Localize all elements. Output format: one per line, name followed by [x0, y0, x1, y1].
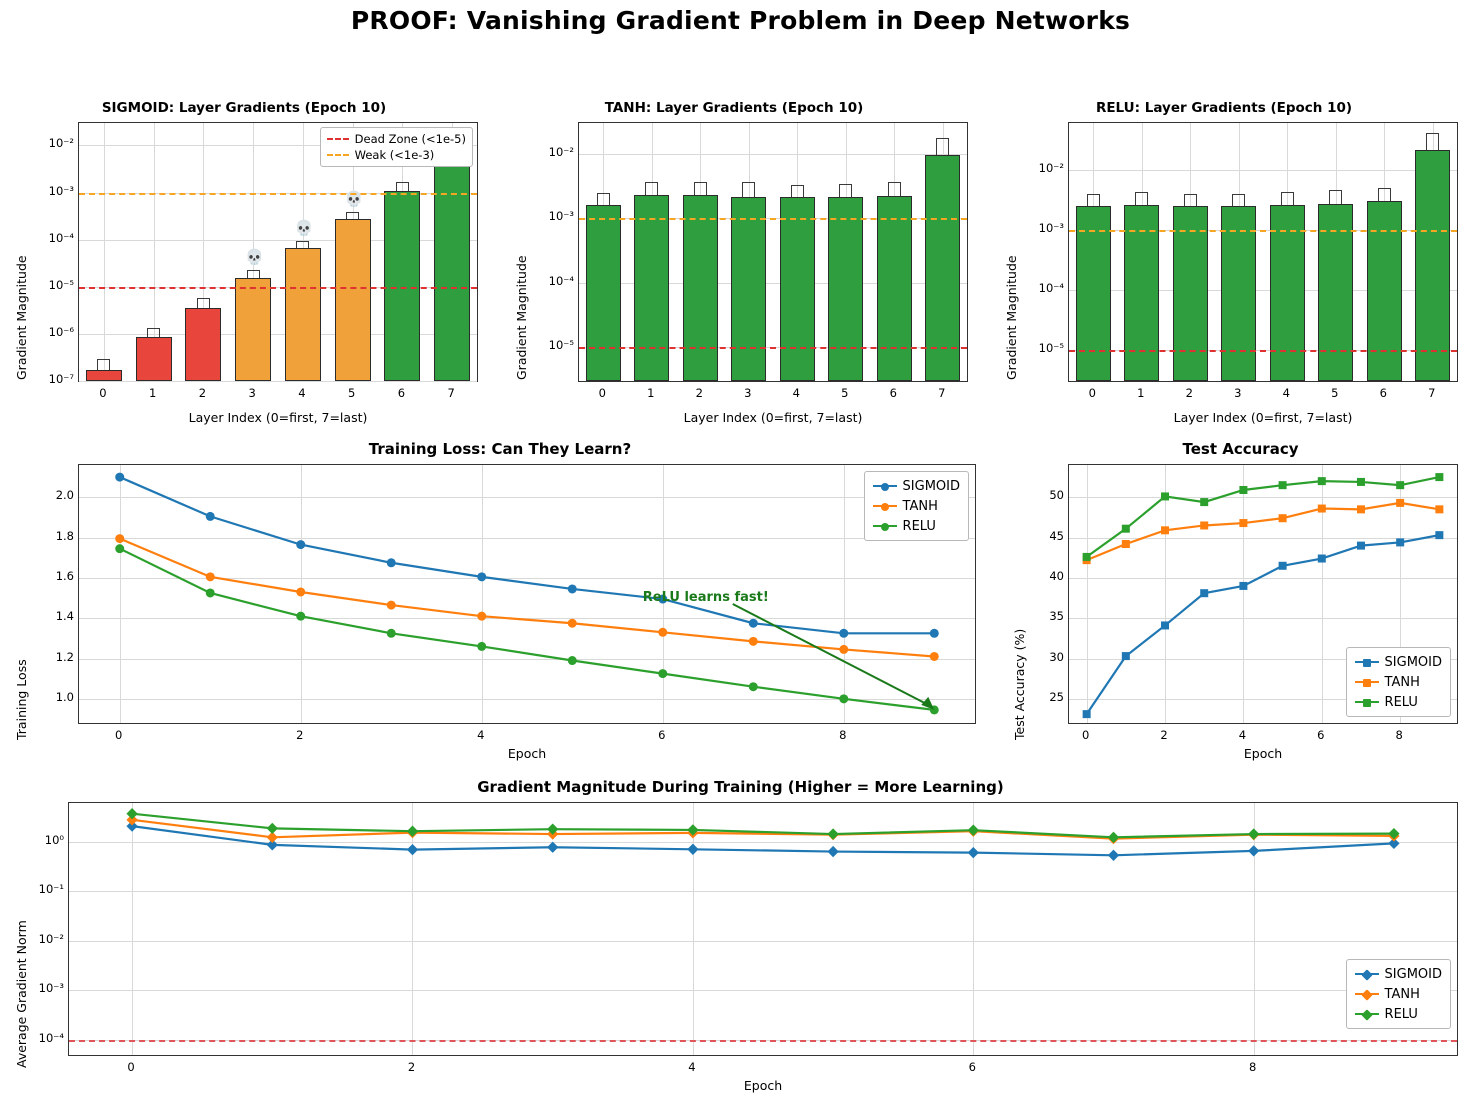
data-point-marker	[477, 642, 486, 651]
legend-label: SIGMOID	[1384, 654, 1442, 670]
y-tick-label: 10⁻²	[48, 136, 74, 151]
legend-item	[873, 516, 960, 536]
x-tick-label: 8	[1395, 728, 1403, 742]
data-point-marker	[1435, 473, 1443, 481]
legend-item	[1355, 672, 1442, 692]
bar[interactable]	[828, 197, 863, 381]
panel-relu-layer-gradients	[980, 100, 1480, 430]
y-tick-label: 30	[1049, 649, 1064, 664]
x-tick-label: 2	[198, 386, 207, 400]
legend-item	[327, 147, 466, 163]
legend-swatch	[1355, 681, 1379, 683]
chart-legend	[320, 127, 473, 167]
data-point-marker	[387, 601, 396, 610]
error-bar	[694, 182, 707, 195]
x-tick-label: 1	[148, 386, 157, 400]
threshold-line	[79, 193, 477, 195]
x-tick-label: 4	[1282, 386, 1290, 400]
legend-label: RELU	[1384, 1006, 1418, 1022]
y-tick-label: 2.0	[55, 488, 74, 503]
x-axis-label-training-loss: Epoch	[507, 746, 547, 761]
grid-line-horizontal	[579, 154, 967, 155]
y-tick-label: 25	[1049, 689, 1064, 704]
x-tick-label: 6	[968, 1060, 976, 1074]
data-point-marker	[1396, 481, 1404, 489]
data-point-marker	[115, 473, 124, 482]
series-line-relu	[1087, 477, 1440, 557]
x-tick-label: 3	[248, 386, 256, 400]
chart-title-test-accuracy: Test Accuracy	[1182, 440, 1299, 458]
x-axis-label-sigmoid: Layer Index (0=first, 7=last)	[188, 410, 368, 425]
data-point-marker	[658, 669, 667, 678]
data-point-marker	[749, 619, 758, 628]
data-point-marker	[1318, 505, 1326, 513]
y-axis-label-sigmoid: Gradient Magnitude	[14, 255, 29, 380]
legend-label: SIGMOID	[1384, 966, 1442, 982]
bar[interactable]	[235, 278, 271, 381]
x-tick-label: 4	[792, 386, 800, 400]
data-point-marker	[568, 619, 577, 628]
bar[interactable]	[285, 248, 321, 381]
data-point-marker	[1161, 621, 1169, 629]
legend-label: Weak (<1e-3)	[354, 148, 435, 162]
y-tick-label: 10⁻⁵	[1038, 340, 1064, 355]
x-tick-label: 4	[298, 386, 306, 400]
data-point-marker	[930, 629, 939, 638]
data-point-marker	[749, 682, 758, 691]
data-point-marker	[930, 652, 939, 661]
x-tick-label: 2	[1185, 386, 1193, 400]
legend-marker	[881, 523, 889, 531]
data-point-marker	[658, 628, 667, 637]
legend-swatch	[327, 138, 349, 140]
y-axis-label-test-accuracy: Test Accuracy (%)	[1012, 628, 1027, 740]
data-point-marker	[1239, 519, 1247, 527]
data-point-marker	[1435, 531, 1443, 539]
legend-marker	[881, 483, 889, 491]
error-bar	[1184, 194, 1197, 206]
threshold-line	[579, 347, 967, 349]
threshold-line	[1069, 350, 1457, 352]
y-axis-label-relu: Gradient Magnitude	[1004, 255, 1019, 380]
x-tick-label: 0	[99, 386, 107, 400]
series-line-tanh	[120, 539, 935, 657]
series-line-sigmoid	[120, 477, 935, 633]
x-axis-label-test-accuracy: Epoch	[1243, 746, 1283, 761]
plot-area-training-loss	[78, 464, 976, 724]
data-point-marker	[1108, 850, 1119, 861]
data-point-marker	[1083, 553, 1091, 561]
x-tick-label: 5	[841, 386, 849, 400]
panel-tanh-layer-gradients	[490, 100, 990, 430]
error-bar	[888, 182, 901, 196]
bar[interactable]	[86, 370, 122, 381]
error-bar	[1087, 194, 1100, 206]
legend-marker	[1361, 990, 1372, 1001]
grid-line-horizontal	[79, 381, 477, 382]
y-tick-label: 10⁻³	[1038, 220, 1064, 235]
series-line-tanh	[1087, 503, 1440, 560]
x-tick-label: 0	[115, 728, 123, 742]
legend-marker	[1361, 1010, 1372, 1021]
error-bar	[936, 138, 949, 155]
error-bar	[1329, 190, 1342, 203]
data-point-marker	[1318, 477, 1326, 485]
x-tick-label: 6	[1379, 386, 1387, 400]
threshold-line	[1069, 230, 1457, 232]
data-point-marker	[1357, 478, 1365, 486]
error-bar	[247, 270, 260, 279]
data-point-marker	[1396, 538, 1404, 546]
x-tick-label: 4	[688, 1060, 696, 1074]
chart-title-relu: RELU: Layer Gradients (Epoch 10)	[1095, 100, 1353, 116]
chart-annotation: ReLU learns fast!	[642, 590, 769, 606]
error-bar	[197, 298, 210, 308]
panel-gradient-norm	[0, 778, 1481, 1108]
x-tick-label: 3	[1234, 386, 1242, 400]
chart-title-sigmoid: SIGMOID: Layer Gradients (Epoch 10)	[101, 100, 387, 116]
data-point-marker	[827, 828, 838, 839]
chart-title-gradient-norm: Gradient Magnitude During Training (Higher = More Learning)	[477, 778, 1004, 796]
legend-label: TANH	[1384, 986, 1420, 1002]
x-axis-label-tanh: Layer Index (0=first, 7=last)	[683, 410, 863, 425]
data-point-marker	[1239, 486, 1247, 494]
plot-area-test-accuracy	[1068, 464, 1458, 724]
error-bar	[597, 193, 610, 206]
plot-area-sigmoid	[78, 122, 478, 382]
legend-label: TANH	[1384, 674, 1420, 690]
legend-label: RELU	[902, 518, 936, 534]
data-point-marker	[477, 572, 486, 581]
y-tick-label: 50	[1049, 488, 1064, 503]
data-point-marker	[1122, 652, 1130, 660]
threshold-line	[79, 287, 477, 289]
data-point-marker	[839, 645, 848, 654]
data-point-marker	[1122, 540, 1130, 548]
y-tick-label: 10⁻⁶	[48, 324, 74, 339]
data-point-marker	[477, 612, 486, 621]
x-tick-label: 1	[1137, 386, 1145, 400]
grid-line-horizontal	[1069, 170, 1457, 171]
chart-title-tanh: TANH: Layer Gradients (Epoch 10)	[604, 100, 864, 116]
bar[interactable]	[1415, 150, 1450, 381]
x-tick-label: 6	[1317, 728, 1325, 742]
data-point-marker	[1239, 582, 1247, 590]
data-point-marker	[1200, 589, 1208, 597]
error-bar	[1378, 188, 1391, 201]
data-point-marker	[1083, 710, 1091, 718]
bar[interactable]	[683, 195, 718, 381]
x-tick-label: 4	[477, 728, 485, 742]
legend-item	[1355, 964, 1442, 984]
data-point-marker	[206, 588, 215, 597]
data-point-marker	[968, 825, 979, 836]
error-bar	[645, 182, 658, 195]
legend-item	[1355, 984, 1442, 1004]
plot-area-relu	[1068, 122, 1458, 382]
data-point-marker	[126, 808, 137, 819]
data-point-marker	[206, 572, 215, 581]
bar[interactable]	[731, 197, 766, 381]
data-point-marker	[206, 512, 215, 521]
y-tick-label: 10⁻¹	[38, 882, 64, 897]
error-bar	[346, 212, 359, 220]
x-tick-label: 6	[658, 728, 666, 742]
bar[interactable]	[1076, 206, 1111, 381]
data-point-marker	[1396, 499, 1404, 507]
bar[interactable]	[634, 195, 669, 381]
legend-item	[873, 476, 960, 496]
legend-swatch	[1355, 993, 1379, 995]
error-bar	[1281, 192, 1294, 204]
bar[interactable]	[1221, 206, 1256, 381]
legend-swatch	[873, 505, 897, 507]
bar[interactable]	[780, 197, 815, 381]
data-point-marker	[749, 637, 758, 646]
data-point-marker	[1435, 505, 1443, 513]
data-point-marker	[1122, 525, 1130, 533]
x-tick-label: 8	[1249, 1060, 1257, 1074]
x-tick-label: 7	[938, 386, 946, 400]
data-point-marker	[387, 629, 396, 638]
error-bar	[1232, 194, 1245, 206]
x-tick-label: 3	[744, 386, 752, 400]
legend-label: TANH	[902, 498, 938, 514]
data-point-marker	[296, 612, 305, 621]
y-axis-label-gradient-norm: Average Gradient Norm	[14, 920, 29, 1068]
danger-skull-icon: 💀	[245, 247, 264, 266]
error-bar	[296, 241, 309, 249]
data-point-marker	[568, 584, 577, 593]
legend-label: Dead Zone (<1e-5)	[354, 132, 466, 146]
y-tick-label: 10⁰	[44, 832, 64, 847]
y-tick-label: 10⁻⁷	[48, 372, 74, 386]
y-tick-label: 10⁻⁴	[38, 1031, 64, 1046]
x-tick-label: 8	[839, 728, 847, 742]
legend-marker	[1361, 970, 1372, 981]
data-point-marker	[1248, 828, 1259, 839]
y-tick-label: 40	[1049, 568, 1064, 583]
bar[interactable]	[1173, 206, 1208, 381]
data-point-marker	[1200, 521, 1208, 529]
x-tick-label: 4	[1238, 728, 1247, 742]
data-point-marker	[1318, 555, 1326, 563]
threshold-line	[579, 218, 967, 220]
y-axis-label-tanh: Gradient Magnitude	[514, 255, 529, 380]
x-tick-label: 2	[296, 728, 304, 742]
legend-item	[1355, 652, 1442, 672]
error-bar	[97, 359, 110, 370]
y-tick-label: 10⁻⁵	[548, 338, 574, 353]
legend-swatch	[873, 485, 897, 487]
y-tick-label: 10⁻⁵	[48, 277, 74, 292]
bar[interactable]	[877, 196, 912, 381]
y-tick-label: 1.8	[55, 528, 74, 543]
data-point-marker	[839, 694, 848, 703]
data-point-marker	[1279, 562, 1287, 570]
legend-marker	[1363, 699, 1371, 707]
x-tick-label: 5	[1331, 386, 1339, 400]
x-tick-label: 2	[407, 1060, 416, 1074]
panel-training-loss	[0, 440, 1000, 770]
data-point-marker	[1200, 498, 1208, 506]
error-bar	[742, 182, 755, 198]
figure-suptitle: PROOF: Vanishing Gradient Problem in Deep Networks	[350, 6, 1131, 35]
y-tick-label: 10⁻²	[38, 931, 64, 946]
data-point-marker	[968, 847, 979, 858]
legend-marker	[881, 503, 889, 511]
plot-area-tanh	[578, 122, 968, 382]
x-tick-label: 6	[889, 386, 897, 400]
data-point-marker	[115, 534, 124, 543]
y-tick-label: 1.4	[55, 609, 74, 624]
legend-swatch	[1355, 661, 1379, 663]
error-bar	[839, 184, 852, 197]
error-bar	[791, 185, 804, 198]
x-tick-label: 2	[695, 386, 703, 400]
data-point-marker	[1161, 526, 1169, 534]
data-point-marker	[1357, 542, 1365, 550]
error-bar	[147, 328, 160, 337]
legend-swatch	[1355, 1013, 1379, 1015]
x-tick-label: 5	[347, 386, 356, 400]
data-point-marker	[115, 544, 124, 553]
data-point-marker	[267, 823, 278, 834]
y-tick-label: 10⁻⁴	[548, 273, 574, 288]
y-tick-label: 10⁻⁴	[48, 230, 74, 245]
bar[interactable]	[136, 337, 172, 381]
y-tick-label: 1.0	[55, 689, 74, 704]
x-tick-label: 1	[647, 386, 655, 400]
legend-swatch	[1355, 701, 1379, 703]
y-tick-label: 45	[1049, 528, 1064, 543]
data-point-marker	[407, 826, 418, 837]
legend-item	[1355, 692, 1442, 712]
legend-swatch	[873, 525, 897, 527]
data-point-marker	[1161, 492, 1169, 500]
data-point-marker	[1357, 505, 1365, 513]
bar[interactable]	[434, 162, 470, 381]
data-point-marker	[1279, 514, 1287, 522]
legend-label: SIGMOID	[902, 478, 960, 494]
grid-line-vertical	[104, 123, 105, 381]
x-tick-label: 0	[1081, 728, 1090, 742]
legend-label: RELU	[1384, 694, 1418, 710]
y-tick-label: 1.2	[55, 649, 74, 664]
data-point-marker	[547, 842, 558, 853]
chart-legend	[864, 471, 969, 541]
y-tick-label: 35	[1049, 609, 1064, 624]
legend-swatch	[327, 154, 349, 156]
data-point-marker	[827, 846, 838, 857]
x-axis-label-relu: Layer Index (0=first, 7=last)	[1173, 410, 1353, 425]
chart-legend	[1346, 647, 1451, 717]
x-tick-label: 0	[127, 1060, 135, 1074]
error-bar	[1135, 192, 1148, 204]
bar[interactable]	[586, 205, 621, 381]
data-point-marker	[687, 844, 698, 855]
bar[interactable]	[1367, 201, 1402, 381]
data-point-marker	[1248, 845, 1259, 856]
data-point-marker	[568, 656, 577, 665]
legend-swatch	[1355, 973, 1379, 975]
danger-skull-icon: 💀	[344, 189, 364, 208]
data-point-marker	[1279, 481, 1287, 489]
y-tick-label: 10⁻⁴	[1038, 280, 1064, 295]
panel-test-accuracy	[1000, 440, 1481, 770]
y-tick-label: 10⁻²	[1038, 160, 1064, 175]
x-tick-label: 2	[1160, 728, 1168, 742]
y-tick-label: 10⁻³	[48, 183, 74, 198]
error-bar	[1426, 133, 1439, 150]
y-tick-label: 10⁻³	[38, 981, 64, 996]
x-tick-label: 0	[1088, 386, 1096, 400]
error-bar	[396, 182, 409, 191]
danger-skull-icon: 💀	[294, 218, 314, 237]
data-point-marker	[387, 558, 396, 567]
chart-title-training-loss: Training Loss: Can They Learn?	[368, 440, 632, 458]
y-tick-label: 1.6	[55, 568, 74, 583]
data-point-marker	[407, 844, 418, 855]
x-tick-label: 7	[1428, 386, 1436, 400]
legend-item	[1355, 1004, 1442, 1024]
plot-area-gradient-norm	[68, 802, 1458, 1056]
annotation-arrow	[733, 604, 931, 706]
panel-sigmoid-layer-gradients	[0, 100, 500, 430]
y-axis-label-training-loss: Training Loss	[14, 659, 29, 740]
y-tick-label: 10⁻²	[548, 144, 574, 159]
data-point-marker	[296, 587, 305, 596]
x-axis-label-gradient-norm: Epoch	[743, 1078, 783, 1093]
x-tick-label: 0	[598, 386, 606, 400]
legend-item	[873, 496, 960, 516]
series-line-sigmoid	[132, 826, 1394, 855]
bar[interactable]	[335, 219, 371, 381]
chart-legend	[1346, 959, 1451, 1029]
x-tick-label: 6	[397, 386, 406, 400]
data-point-marker	[1108, 832, 1119, 843]
legend-marker	[1363, 659, 1371, 667]
legend-item	[327, 131, 466, 147]
data-point-marker	[839, 629, 848, 638]
legend-marker	[1363, 679, 1371, 687]
x-tick-label: 7	[447, 386, 455, 400]
y-tick-label: 10⁻³	[548, 209, 574, 224]
bar[interactable]	[185, 308, 221, 381]
data-point-marker	[296, 540, 305, 549]
